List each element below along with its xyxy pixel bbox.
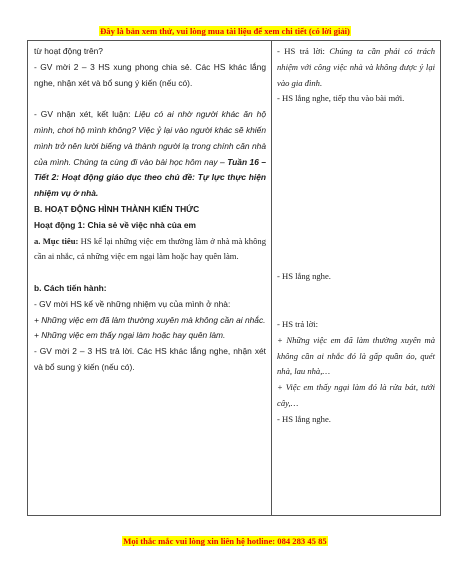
teacher-column	[34, 44, 266, 376]
procedure-heading: b. Cách tiến hành:	[34, 282, 107, 293]
activity-1-heading: Hoạt động 1: Chia sẻ về việc nhà của em	[34, 219, 196, 230]
objective-paragraph	[34, 234, 266, 266]
procedure-line-1: - GV mời HS kể về những nhiệm vụ của mình ở nhà:	[34, 298, 231, 309]
left-line-1: từ hoạt động trên?	[34, 46, 103, 56]
left-line-2: - GV mời 2 – 3 HS xung phong chia sẻ. Các HS khác lắng nghe, nhận xét và bổ sung ý kiến (nếu có).	[34, 61, 266, 88]
right-answer-2-item-2: + Việc em thấy ngại làm đó là rửa bát, tưới cây,…	[277, 382, 435, 408]
lesson-title: Tuần 16 – Tiết 2: Hoạt động giáo dục theo chủ đề: Tự lực thực hiện nhiệm vụ ở nhà.	[34, 156, 266, 199]
right-answer-2-label: - HS trả lời:	[277, 318, 319, 329]
procedure-line-2: + Những việc em đã làm thường xuyên mà không cần ai nhắc.	[34, 314, 266, 325]
lesson-table	[27, 40, 441, 516]
right-listen-2: - HS lắng nghe.	[277, 271, 331, 282]
hotline-footer	[0, 536, 450, 546]
section-b-heading: B. HOẠT ĐỘNG HÌNH THÀNH KIẾN THỨC	[34, 203, 200, 214]
right-listen-1: - HS lắng nghe, tiếp thu vào bài mới.	[277, 93, 405, 104]
procedure-line-3: + Những việc em thấy ngại làm hoặc hay quên làm.	[34, 330, 226, 341]
left-conclusion	[34, 107, 266, 202]
right-answer-1	[277, 44, 435, 91]
student-column	[277, 44, 435, 428]
objective-text: HS kể lại những việc em thường làm ở nhà mà không cần ai nhắc, cả những việc em ngại làm hoặc hay quên làm.	[34, 235, 266, 262]
conclusion-italic: Liệu có ai nhờ người khác ăn hộ mình, chơi hộ mình không? Việc ỷ lại vào người khác sẽ khiến mình trở nên lười biếng và thành người lạ trong chính căn nhà của mình. Chúng ta cùng đi vào bài học hôm nay –	[34, 109, 266, 167]
preview-banner	[0, 26, 450, 36]
procedure-line-4: - GV mời 2 – 3 HS trả lời. Các HS khác lắng nghe, nhận xét và bổ sung ý kiến (nếu có).	[34, 346, 266, 372]
conclusion-prefix: - GV nhận xét, kết luận:	[34, 109, 135, 120]
column-divider	[271, 41, 272, 515]
objective-label: a. Mục tiêu:	[34, 235, 79, 246]
right-answer-2-item-1: + Những việc em đã làm thường xuyên mà không cần ai nhắc đó là gấp quần áo, quét nhà, lau nhà,…	[277, 334, 435, 377]
right-listen-3: - HS lắng nghe.	[277, 413, 331, 424]
answer-1-prefix: - HS trả lời:	[277, 46, 330, 56]
preview-banner-text: Đây là bản xem thử, vui lòng mua tài liệu để xem chi tiết (có lời giải)	[100, 26, 350, 36]
answer-1-italic: Chúng ta cần phải có trách nhiệm với công việc nhà và không được ỷ lại vào gia đình.	[277, 46, 435, 88]
hotline-footer-text: Mọi thắc mắc vui lòng xin liên hệ hotline: 084 283 45 85	[123, 536, 327, 546]
